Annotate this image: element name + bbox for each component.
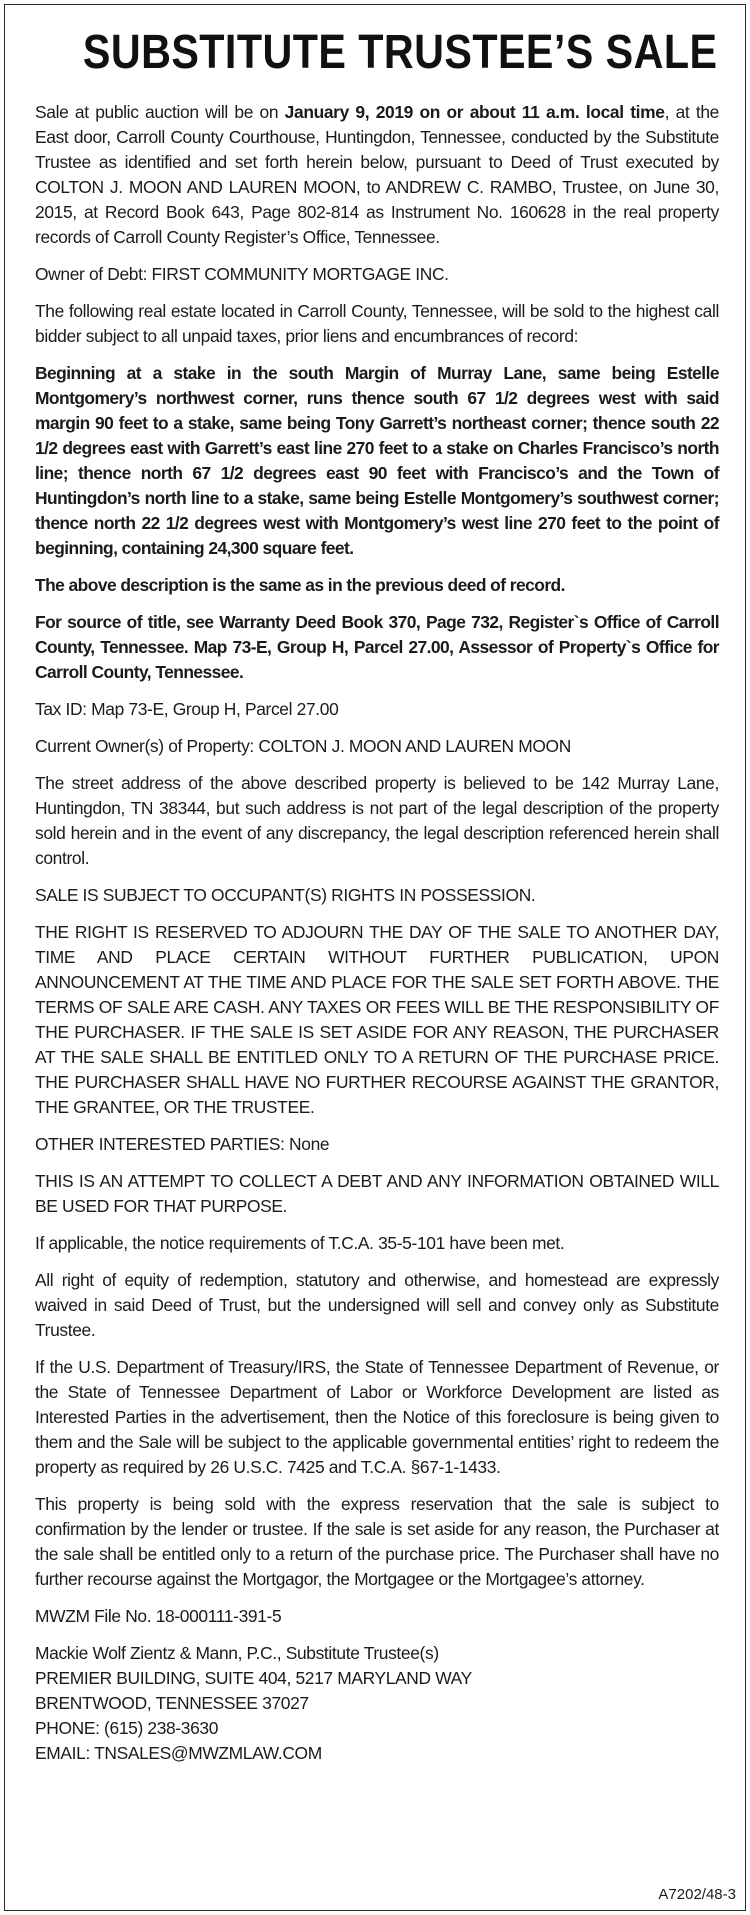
legal-description: Beginning at a stake in the south Margin of Murray Lane, same being Estelle Montgomery’s northwest corner, runs thence south 67 1/2 degrees west with said margin 90 feet to a stake, same being Tony Garrett’s northeast corner; thence south 22 1/2 degrees east with Garrett’s east line 270 feet to a stake on Charles Francisco’s north line; thence north 67 1/2 degrees east 90 feet with Francisco’s and the Town of Huntingdon’s north line to a stake, same being Estelle Montgomery’s southwest corner; thence north 22 1/2 degrees west with Montgomery’s west line 270 feet to the point of beginning, containing 24,300 square feet. xyxy=(35,363,719,558)
real-estate-intro: The following real estate located in Carroll County, Tennessee, will be sold to the highest call bidder subject to all unpaid taxes, prior liens and encumbrances of record: xyxy=(35,301,719,346)
trustee-contact-block xyxy=(35,1641,719,1766)
current-owners: Current Owner(s) of Property: COLTON J. MOON AND LAUREN MOON xyxy=(35,736,571,756)
notice-title: SUBSTITUTE TRUSTEE’S SALE xyxy=(82,26,718,79)
street-address: The street address of the above described property is believed to be 142 Murray Lane, Huntingdon, TN 38344, but such address is not part of the legal description of the property sold herein and in the event of any discrepancy, the legal description referenced herein shall control. xyxy=(35,773,719,868)
trustee-phone: PHONE: (615) 238-3630 xyxy=(35,1718,219,1738)
equity-redemption: All right of equity of redemption, statutory and otherwise, and homestead are expressly waived in said Deed of Trust, but the undersigned will sell and convey only as Substitute Trustee. xyxy=(35,1270,719,1340)
previous-deed-note: The above description is the same as in the previous deed of record. xyxy=(35,575,565,595)
sale-intro-paragraph xyxy=(35,100,719,250)
trustee-firm: Mackie Wolf Zientz & Mann, P.C., Substitute Trustee(s) xyxy=(35,1643,439,1663)
confirmation-clause: This property is being sold with the express reservation that the sale is subject to confirmation by the lender or trustee. If the sale is set aside for any reason, the Purchaser at the sale shall be entitled only to a return of the purchase price. The Purchaser shall have no further recourse against the Mortgagor, the Mortgagee or the Mortgagee’s attorney. xyxy=(35,1494,719,1589)
trustee-address-line-2: BRENTWOOD, TENNESSEE 37027 xyxy=(35,1693,309,1713)
trustee-email: EMAIL: TNSALES@MWZMLAW.COM xyxy=(35,1743,322,1763)
debt-collection-notice: THIS IS AN ATTEMPT TO COLLECT A DEBT AND ANY INFORMATION OBTAINED WILL BE USED FOR THAT PURPOSE. xyxy=(35,1171,719,1216)
irs-notice: If the U.S. Department of Treasury/IRS, the State of Tennessee Department of Revenue, or the State of Tennessee Department of Labor or Workforce Development are listed as Interested Parties in the advertisement, then the Notice of this foreclosure is being given to them and the Sale will be subject to the applicable governmental entities’ right to redeem the property as required by 26 U.S.C. 7425 and T.C.A. §67-1-1433. xyxy=(35,1357,719,1477)
source-of-title: For source of title, see Warranty Deed Book 370, Page 732, Register`s Office of Carroll County, Tennessee. Map 73-E, Group H, Parcel 27.00, Assessor of Property`s Office for Carroll County, Tennessee. xyxy=(35,612,719,682)
notice-border xyxy=(4,4,746,1911)
notice-requirements: If applicable, the notice requirements of T.C.A. 35-5-101 have been met. xyxy=(35,1233,565,1253)
tax-id: Tax ID: Map 73-E, Group H, Parcel 27.00 xyxy=(35,699,339,719)
other-interested-parties: OTHER INTERESTED PARTIES: None xyxy=(35,1134,330,1154)
intro-text-1: Sale at public auction will be on xyxy=(35,102,285,122)
file-number: MWZM File No. 18-000111-391-5 xyxy=(35,1606,282,1626)
owner-of-debt: Owner of Debt: FIRST COMMUNITY MORTGAGE INC. xyxy=(35,264,449,284)
ad-reference-number: A7202/48-3 xyxy=(658,1886,736,1903)
notice-body xyxy=(35,23,719,1766)
trustee-address-line-1: PREMIER BUILDING, SUITE 404, 5217 MARYLAND WAY xyxy=(35,1668,472,1688)
sale-date: January 9, 2019 on or about 11 a.m. local time xyxy=(284,102,665,122)
right-reserved: THE RIGHT IS RESERVED TO ADJOURN THE DAY OF THE SALE TO ANOTHER DAY, TIME AND PLACE CERTAIN WITHOUT FURTHER PUBLICATION, UPON ANNOUNCEMENT AT THE TIME AND PLACE FOR THE SALE SET FORTH ABOVE. THE TERMS OF SALE ARE CASH. ANY TAXES OR FEES WILL BE THE RESPONSIBILITY OF THE PURCHASER. IF THE SALE IS SET ASIDE FOR ANY REASON, THE PURCHASER AT THE SALE SHALL BE ENTITLED ONLY TO A RETURN OF THE PURCHASE PRICE. THE PURCHASER SHALL HAVE NO FURTHER RECOURSE AGAINST THE GRANTOR, THE GRANTEE, OR THE TRUSTEE. xyxy=(35,922,719,1117)
occupant-rights: SALE IS SUBJECT TO OCCUPANT(S) RIGHTS IN POSSESSION. xyxy=(35,885,536,905)
intro-text-2: , at the East door, Carroll County Courthouse, Huntingdon, Tennessee, conducted by the Substitute Trustee as identified and set forth herein below, pursuant to Deed of Trust executed by COLTON J. MOON AND LAUREN MOON, to ANDREW C. RAMBO, Trustee, on June 30, 2015, at Record Book 643, Page 802-814 as Instrument No. 160628 in the real property records of Carroll County Register’s Office, Tennessee. xyxy=(35,102,719,247)
